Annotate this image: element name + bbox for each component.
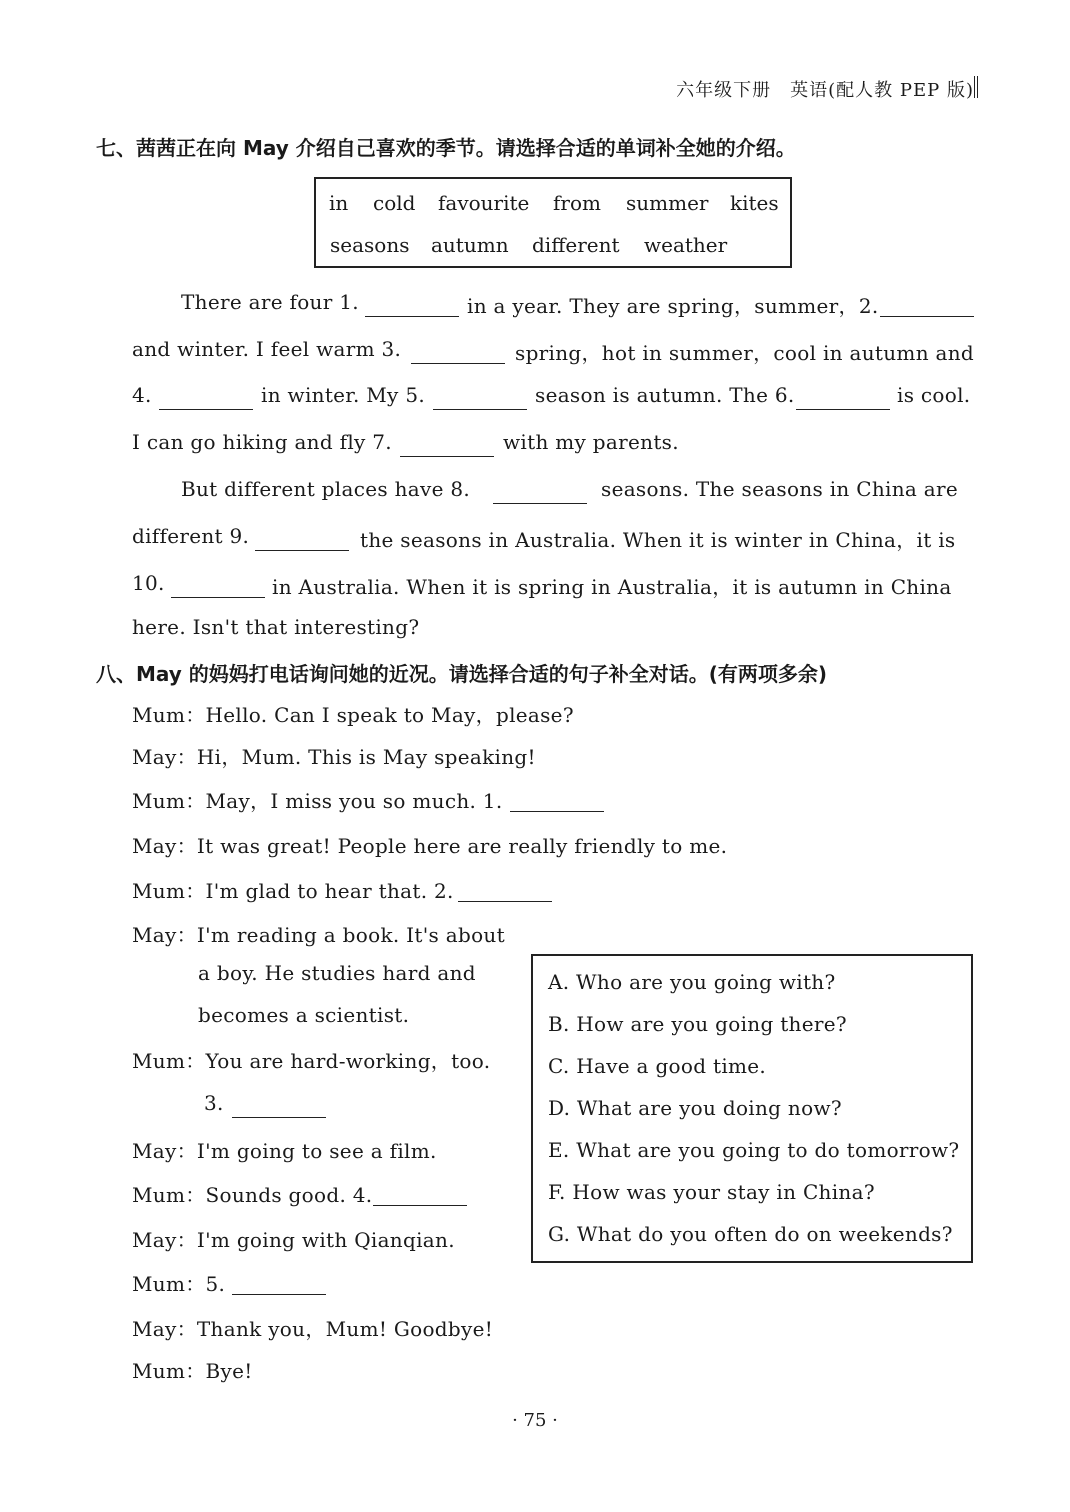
dialogue-line: Mum：I'm glad to hear that. 2.	[132, 879, 454, 903]
passage-text: the seasons in Australia. When it is winter in China，it is	[360, 528, 956, 552]
word-bank-item: summer	[626, 191, 709, 215]
answer-blank-8[interactable]	[493, 485, 587, 504]
dialogue-line: becomes a scientist.	[198, 1003, 410, 1027]
passage-text: with my parents.	[503, 430, 679, 454]
word-bank-item: autumn	[431, 233, 509, 257]
dialogue-line: May：It was great! People here are really friendly to me.	[132, 834, 728, 858]
option-d: D. What are you doing now?	[548, 1096, 842, 1120]
passage-text: season is autumn. The 6.	[535, 383, 795, 407]
dialogue-blank-5[interactable]	[232, 1276, 326, 1295]
answer-blank-1[interactable]	[365, 298, 459, 317]
answer-blank-5[interactable]	[433, 391, 527, 410]
passage-text: 4.	[132, 383, 152, 407]
option-f: F. How was your stay in China?	[548, 1180, 875, 1204]
dialogue-line: Mum：Bye!	[132, 1359, 253, 1383]
option-c: C. Have a good time.	[548, 1054, 767, 1078]
word-bank-item: in	[329, 191, 349, 215]
dialogue-line: 3.	[204, 1091, 224, 1115]
word-bank-item: weather	[644, 233, 728, 257]
dialogue-line: May：Hi，Mum. This is May speaking!	[132, 745, 536, 769]
word-bank	[314, 177, 792, 268]
word-bank-item: favourite	[438, 191, 530, 215]
answer-blank-10[interactable]	[171, 579, 265, 598]
answer-blank-6[interactable]	[796, 391, 890, 410]
passage-text: seasons. The seasons in China are	[601, 477, 959, 501]
answer-blank-4[interactable]	[159, 391, 253, 410]
section-7-title: 七、茜茜正在向 May 介绍自己喜欢的季节。请选择合适的单词补全她的介绍。	[96, 136, 796, 160]
passage-text: in Australia. When it is spring in Australia，it is autumn in China	[272, 575, 952, 599]
answer-blank-7[interactable]	[400, 438, 494, 457]
passage-text: in a year. They are spring，summer，2.	[467, 294, 879, 318]
option-b: B. How are you going there?	[548, 1012, 847, 1036]
dialogue-blank-4[interactable]	[373, 1187, 467, 1206]
word-bank-item: different	[532, 233, 620, 257]
word-bank-item: cold	[373, 191, 416, 215]
dialogue-blank-2[interactable]	[458, 883, 552, 902]
dialogue-line: Mum：Hello. Can I speak to May，please?	[132, 703, 574, 727]
page-header: 六年级下册 英语(配人教 PEP 版)	[676, 80, 974, 101]
dialogue-line: May：I'm going with Qianqian.	[132, 1228, 455, 1252]
passage-text: is cool.	[897, 383, 971, 407]
answer-blank-3[interactable]	[411, 345, 505, 364]
dialogue-line: May：I'm reading a book. It's about	[132, 923, 505, 947]
dialogue-line: a boy. He studies hard and	[198, 961, 476, 985]
header-divider	[974, 76, 978, 98]
passage-text: in winter. My 5.	[261, 383, 425, 407]
dialogue-line: Mum：Sounds good. 4.	[132, 1183, 373, 1207]
word-bank-item: seasons	[330, 233, 410, 257]
dialogue-line: Mum：5.	[132, 1272, 226, 1296]
passage-text: spring，hot in summer，cool in autumn and	[515, 341, 975, 365]
option-g: G. What do you often do on weekends?	[548, 1222, 953, 1246]
word-bank-item: from	[553, 191, 601, 215]
answer-blank-9[interactable]	[255, 532, 349, 551]
answer-blank-2[interactable]	[880, 298, 974, 317]
options-box	[531, 954, 973, 1263]
option-a: A. Who are you going with?	[548, 970, 836, 994]
dialogue-blank-3[interactable]	[232, 1099, 326, 1118]
passage-text: But different places have 8.	[181, 477, 471, 501]
word-bank-item: kites	[730, 191, 779, 215]
passage-text: different 9.	[132, 524, 250, 548]
passage-text: here. Isn't that interesting?	[132, 615, 420, 639]
section-8-title: 八、May 的妈妈打电话询问她的近况。请选择合适的句子补全对话。(有两项多余)	[96, 662, 828, 686]
passage-text: 10.	[132, 571, 165, 595]
dialogue-line: May：I'm going to see a film.	[132, 1139, 437, 1163]
passage-text: and winter. I feel warm 3.	[132, 337, 402, 361]
dialogue-line: May：Thank you，Mum! Goodbye!	[132, 1317, 494, 1341]
passage-text: I can go hiking and fly 7.	[132, 430, 392, 454]
page-number: · 75 ·	[512, 1410, 558, 1431]
passage-text: There are four 1.	[181, 290, 359, 314]
dialogue-blank-1[interactable]	[510, 793, 604, 812]
option-e: E. What are you going to do tomorrow?	[548, 1138, 960, 1162]
dialogue-line: Mum：May，I miss you so much. 1.	[132, 789, 503, 813]
dialogue-line: Mum：You are hard-working，too.	[132, 1049, 491, 1073]
